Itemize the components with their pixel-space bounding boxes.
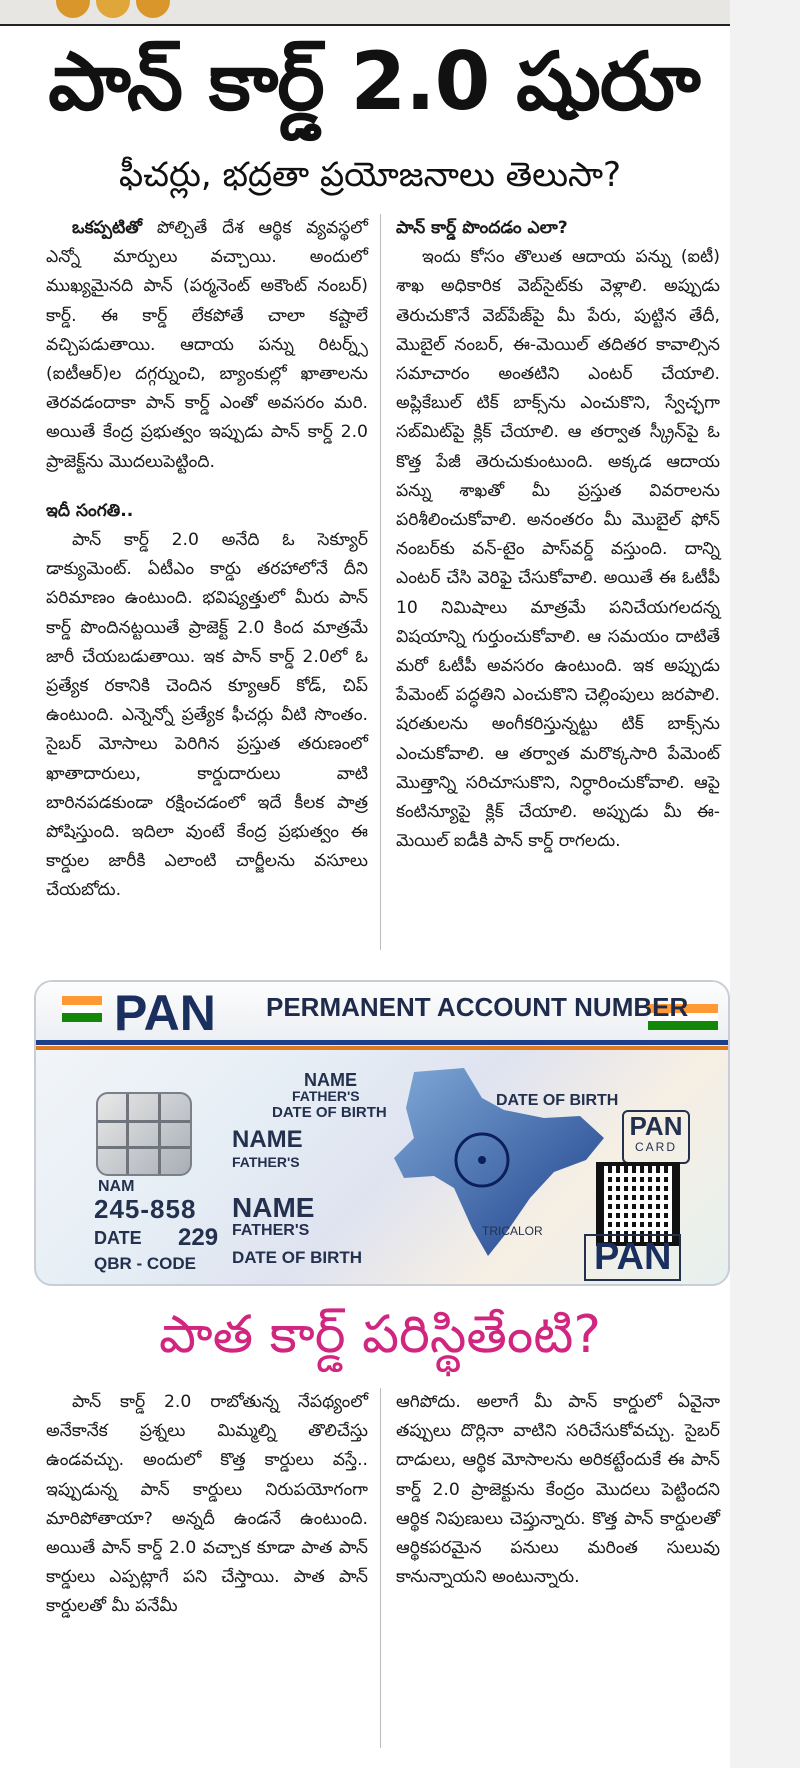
card-field: NAME (232, 1126, 303, 1153)
article-column-1 (46, 214, 368, 906)
card-stripe (36, 1046, 728, 1050)
intro-lead: ఒకప్పటితో (72, 218, 143, 238)
article-column-2 (396, 214, 720, 856)
section-body: పాన్ కార్డ్ 2.0 రాబోతున్న నేపథ్యంలో అనేకానేక ప్రశ్నలు మిమ్మల్ని తొలిచేస్తు ఉండవచ్చు. అందులో కొత్త కార్డులు వస్తే.. ఇప్పుడున్న పాన్ కార్డులు నిరుపయోగంగా మారిపోతాయా? అన్నదీ ఉండనే ఉంటుంది. అయితే పాన్ కార్డ్ 2.0 వచ్చాక కూడా పాత పాన్ కార్డులు ఎప్పట్లాగే పని చేస్తాయి. పాత పాన్ కార్డులతో మీ పనేమీ (46, 1392, 368, 1617)
top-banner-strip (0, 0, 730, 26)
card-field: NAME (304, 1070, 357, 1090)
headline: పాన్ కార్డ్ 2.0 షురూ (48, 35, 700, 128)
card-field: QBR - CODE (94, 1254, 196, 1273)
card-field: 229 (178, 1224, 219, 1251)
card-field: NAM (98, 1178, 135, 1195)
card-field: DATE OF BIRTH (272, 1104, 387, 1121)
card-bottom-brand: PAN (584, 1234, 681, 1281)
section-body: ఇందు కోసం తొలుత ఆదాయ పన్ను (ఐటీ) శాఖ అధికారిక వెబ్‌సైట్‌కు వెళ్లాలి. అప్పుడు తెరుచుకొనే వెబ్‌పేజ్‌పై మీ పేరు, పుట్టిన తేదీ, మొబైల్ నంబర్, ఈ-మెయిల్ తదితర కావాల్సిన సమాచారం అంతటిని ఎంటర్ చేయాలి. అప్లికేబుల్ టిక్ బాక్స్‌ను ఎంచుకొని, స్వేచ్ఛగా సబ్‌మిట్‌పై క్లిక్ చేయాలి. ఆ తర్వాత స్క్రీన్‌పై ఓ కొత్త పేజీ తెరుచుకుంటుంది. అక్కడ ఆదాయ పన్ను శాఖతో మీ ప్రస్తుత వివరాలను పరిశీలించుకోవాలి. అనంతరం మీ మొబైల్ ఫోన్ నంబర్‌కు వన్-టైం పాస్‌వర్డ్ వస్తుంది. దాన్ని ఎంటర్ చేసి వెరిఫై చేసుకోవాలి. అయితే ఈ ఓటీపీ 10 నిమిషాలు మాత్రమే పనిచేయగలదన్న విషయాన్ని గుర్తుంచుకోవాలి. ఆ సమయం దాటితే మరో ఓటీపీ అవసరం ఉంటుంది. ఇక అప్పుడు పేమెంట్ పద్ధతిని ఎంచుకొని చెల్లింపులు జరపాలి. షరతులను అంగీకరిస్తున్నట్టు టిక్ బాక్స్‌ను ఎంచుకోవాలి. ఆ తర్వాత మరొక్కసారి పేమెంట్ మొత్తాన్ని సరిచూసుకొని, నిర్ధారించుకోవాలి. ఆపై కంటిన్యూపై క్లిక్ చేయాలి. అప్పుడు మీ ఈ-మెయిల్ ఐడీకి పాన్ కార్డ్ రాగలదు. (396, 247, 720, 852)
section-title: పాత కార్డ్ పరిస్థితేంటి? (159, 1305, 601, 1365)
card-brand: PAN (114, 985, 216, 1041)
card-field: FATHER'S (292, 1088, 360, 1104)
card-field: NAME (232, 1192, 315, 1223)
section-heading: ఇదీ సంగతి.. (46, 500, 134, 521)
section-body: ఆగిపోదు. అలాగే మీ పాన్ కార్డులో ఏవైనా తప్పులు దొర్లినా వాటిని సరిచేసుకోవచ్చు. సైబర్ దాడులు, ఆర్థిక మోసాలను అరికట్టేందుకే ఈ పాన్ కార్డ్ 2.0 ప్రాజెక్టును కేంద్రం మొదలు పెట్టిందని ఆర్థిక నిపుణులు చెప్తున్నారు. కొత్త పాన్ కార్డులతో ఆర్థికపరమైన పనులు మరింత సులువు కానున్నాయని అంటున్నారు. (396, 1392, 720, 1588)
column-divider (380, 214, 381, 950)
card-field: FATHER'S (232, 1154, 300, 1170)
coin-graphic (96, 0, 130, 18)
section-body: పాన్ కార్డ్ 2.0 అనేది ఓ సెక్యూర్ డాక్యుమెంట్. ఏటీఎం కార్డు తరహాలోనే దీని పరిమాణం ఉంటుంది. భవిష్యత్తులో మీరు పాన్ కార్డ్ పొందినట్టయితే ప్రాజెక్ట్ 2.0 కింద మాత్రమే జారీ చేయబడుతాయి. ఇక పాన్ కార్డ్ 2.0లో ఓ ప్రత్యేక రకానికి చెందిన క్యూఆర్ కోడ్, చిప్ ఉంటుంది. ఎన్నెన్నో ప్రత్యేక ఫీచర్లు వీటి సొంతం. సైబర్ మోసాలు పెరిగిన ప్రస్తుత తరుణంలో ఖాతాదారులు, కార్డుదారులు వాటి బారినపడకుండా రక్షించడంలో ఇదే కీలక పాత్ర పోషిస్తుంది. ఇదిలా వుంటే కేంద్ర ప్రభుత్వం ఈ కార్డుల జారీకి ఎలాంటి చార్జీలను వసూలు చేయబోదు. (46, 530, 368, 901)
section-heading: పాన్ కార్డ్ పొందడం ఎలా? (396, 218, 568, 238)
card-field: FATHER'S (232, 1222, 310, 1239)
article-column-3 (46, 1388, 368, 1622)
pan-card-illustration (34, 980, 730, 1286)
card-title: PERMANENT ACCOUNT NUMBER (266, 992, 689, 1022)
card-field: TRICALOR (482, 1224, 543, 1238)
card-field: DATE OF BIRTH (496, 1092, 619, 1109)
intro-text: పోల్చితే దేశ ఆర్థిక వ్యవస్థలో ఎన్నో మార్పులు వచ్చాయి. అందులో ముఖ్యమైనది పాన్ (పర్మనెంట్ అకౌంట్ నంబర్) కార్డ్. ఈ కార్డ్ లేకపోతే చాలా కష్టాలే వచ్చిపడుతాయి. ఆదాయ పన్ను రిటర్న్స్ (ఐటీఆర్)ల దగ్గర్నుంచి, బ్యాంకుల్లో ఖాతాలను తెరవడందాకా పాన్ కార్డ్ ఎంతో అవసరం మరి. అయితే కేంద్ర ప్రభుత్వం ఇప్పుడు పాన్ కార్డ్ 2.0 ప్రాజెక్ట్‌ను మొదలుపెట్టింది. (46, 218, 368, 472)
badge-text: PAN (629, 1111, 683, 1141)
subheadline: ఫీచర్లు, భద్రతా ప్రయోజనాలు తెలుసా? (118, 155, 622, 195)
badge-subtext: CARD (634, 1140, 677, 1154)
page-margin (730, 0, 800, 1768)
column-divider (380, 1388, 381, 1748)
card-number: 245-858 (94, 1194, 197, 1224)
coin-graphic (136, 0, 170, 18)
chip-icon (96, 1092, 192, 1176)
card-field: DATE (94, 1228, 142, 1248)
article-column-4 (396, 1388, 720, 1592)
flag-icon (62, 996, 102, 1022)
pan-card-badge (622, 1110, 690, 1164)
card-field: DATE OF BIRTH (232, 1248, 363, 1267)
coin-graphic (56, 0, 90, 18)
